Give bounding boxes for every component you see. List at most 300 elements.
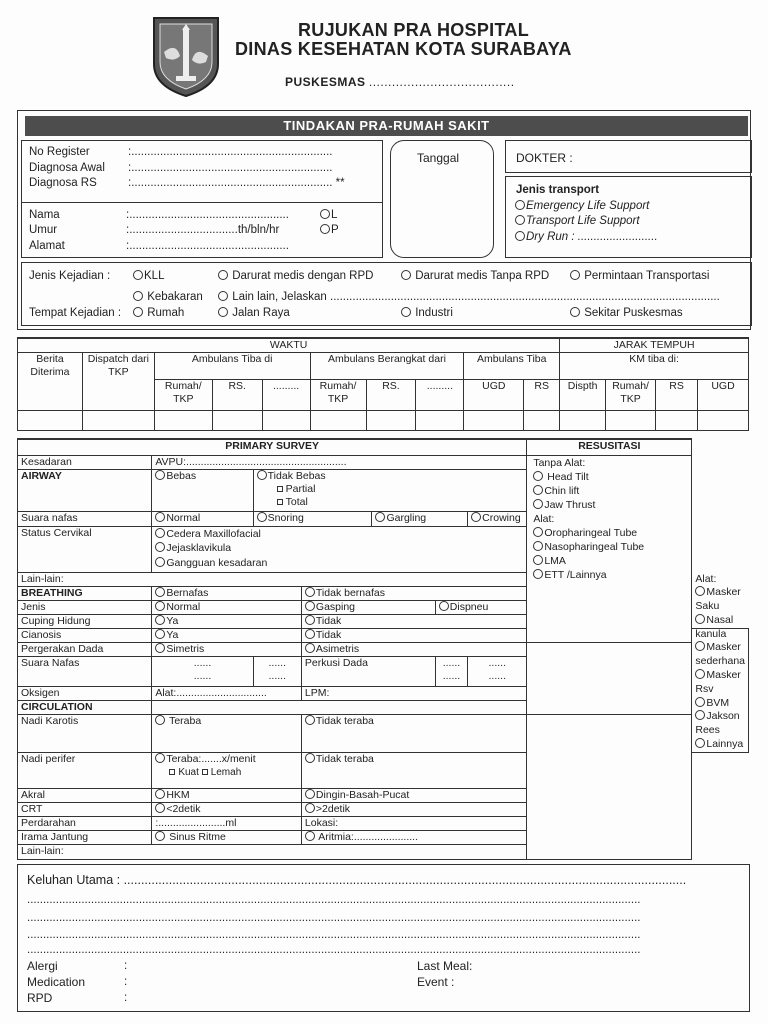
puskesmas-field [285,75,515,89]
ett-label: ETT /Lainnya [544,568,607,581]
suara-nafas-left[interactable] [152,656,253,686]
primary-survey-header: PRIMARY SURVEY [18,439,527,455]
kuat-label: Kuat [178,766,199,778]
pergerakan-dada-label: Pergerakan Dada [18,642,152,656]
entry-cell[interactable] [82,411,154,431]
rpd-label: RPD [27,991,53,1005]
no-register-label: No Register [29,146,90,158]
oksigen-alat-field[interactable]: Alat:............................... [152,686,302,700]
entry-cell[interactable] [606,411,656,431]
ambulans-berangkat-header: Ambulans Berangkat dari [310,353,464,380]
resusitasi-circulation-cell [527,714,692,859]
jakson-rees-label: Jakson Rees [695,710,740,737]
alergi-colon[interactable]: : [124,960,128,972]
last-meal-label[interactable]: Last Meal: [417,959,473,973]
cedera-option[interactable] [155,527,523,542]
dry-run-radio[interactable] [515,230,658,244]
rumah-tkp-col-1: Rumah/ TKP [154,380,212,411]
tidak-bebas-label: Tidak Bebas [267,469,326,482]
oro-tube-option[interactable] [533,526,688,540]
entry-cell[interactable] [464,411,524,431]
keluhan-line-3[interactable]: ................................................................................................................................................................................................ [27,912,641,924]
cianosis-ya-option[interactable] [152,628,302,642]
status-cervikal-label: Status Cervikal [18,526,152,572]
tidak-bebas-cell [253,469,527,511]
checkbox-icon [277,499,283,505]
crt-lt2-label: <2detik [166,802,201,815]
radio-circle-icon [515,215,525,225]
darurat-tanpa-label: Darurat medis Tanpa RPD [415,270,550,282]
dots: ...... [193,656,212,669]
lemah-option[interactable] [202,767,242,778]
waktu-table [17,337,749,431]
asimetris-label: Asimetris [315,642,360,655]
crt-gt2-label: >2detik [315,802,351,815]
oro-tube-label: Oropharingeal Tube [544,526,638,539]
suara-nafas-right[interactable] [253,656,301,686]
normal-option[interactable] [152,511,253,526]
radio-circle-icon [155,803,165,813]
jaw-thrust-option[interactable] [533,498,688,512]
dots-col-2: ......... [416,380,464,411]
rumah-tkp-col-3: Rumah/ TKP [606,380,656,411]
cuping-ya-label: Ya [166,614,179,627]
gangguan-option[interactable] [155,556,523,571]
darurat-tanpa-radio[interactable] [401,269,549,283]
umur-field[interactable]: :..................................th/bln/hr [126,224,280,236]
radio-circle-icon [320,224,330,234]
jejas-option[interactable] [155,541,523,556]
alamat-field[interactable]: :.................................................. [126,240,289,252]
entry-cell[interactable] [212,411,262,431]
kebakaran-label: Kebakaran [147,291,203,303]
radio-circle-icon [401,270,411,280]
cedera-label: Cedera Maxillofacial [166,527,261,540]
lain-lain-circulation[interactable]: Lain-lain: [18,844,527,859]
rumah-radio[interactable] [133,306,184,320]
gangguan-label: Gangguan kesadaran [166,556,268,569]
bebas-label: Bebas [166,469,197,482]
teraba-x-label: Teraba:.......x/menit [166,752,256,765]
total-label: Total [285,495,308,508]
resusitasi-header: RESUSITASI [527,439,692,455]
dots: ...... [268,669,287,682]
partial-label: Partial [285,482,316,495]
radio-circle-icon [133,307,143,317]
radio-circle-icon [320,209,330,219]
masker-saku-option[interactable] [695,586,745,614]
radio-circle-icon [695,669,705,679]
lain-lain-radio[interactable] [218,290,723,304]
bebas-option[interactable] [152,469,253,511]
radio-circle-icon [155,715,165,725]
ugd-col-1: UGD [464,380,524,411]
dots: ...... [442,656,461,669]
jenis-kejadian-label: Jenis Kejadian : [29,270,111,282]
gender-p-radio[interactable] [320,223,339,237]
checkbox-icon [169,769,175,775]
teraba-option[interactable] [152,714,302,752]
industri-label: Industri [415,307,453,319]
masker-rsv-option[interactable] [695,669,745,697]
partial-option[interactable] [257,483,524,496]
snoring-label: Snoring [267,511,304,524]
simetris-label: Simetris [166,642,205,655]
cuping-hidung-label: Cuping Hidung [18,614,152,628]
hkm-option[interactable] [152,788,302,802]
perkusi-right[interactable] [468,656,527,686]
aritmia-option[interactable] [301,830,526,844]
radio-circle-icon [570,307,580,317]
radio-circle-icon [155,643,165,653]
masker-saku-label: Masker Saku [695,586,741,613]
dispatch-header: Dispatch dari TKP [82,353,154,411]
rs-col-1: RS. [212,380,262,411]
circulation-blank [152,700,527,714]
transport-life-support-label: Transport Life Support [526,215,640,227]
kebakaran-radio[interactable] [133,290,203,304]
cuping-ya-option[interactable] [152,614,302,628]
darurat-rpd-radio[interactable] [218,269,373,283]
teraba-x-option[interactable] [155,753,298,766]
radio-circle-icon [133,291,143,301]
radio-circle-icon [533,499,543,509]
simetris-option[interactable] [152,642,302,656]
radio-circle-icon [695,641,705,651]
radio-circle-icon [155,470,165,480]
masker-sederhana-option[interactable] [695,641,745,669]
perdarahan-label: Perdarahan [18,816,152,830]
dots: ...... [488,656,506,669]
radio-circle-icon [218,307,228,317]
dry-run-label: Dry Run : ......................... [526,231,658,243]
gender-l-radio[interactable] [320,208,337,222]
jenis-label: Jenis [18,600,152,614]
jarak-header: JARAK TEMPUH [560,338,749,353]
kesadaran-label: Kesadaran [18,455,152,469]
normal-breathing-option[interactable] [152,600,302,614]
section-banner: TINDAKAN PRA-RUMAH SAKIT [25,116,748,136]
radio-circle-icon [471,512,481,522]
tidak-teraba-label: Tidak teraba [315,714,374,727]
radio-circle-icon [305,715,315,725]
circulation-label: CIRCULATION [18,700,152,714]
emergency-life-support-radio[interactable] [515,199,649,213]
radio-circle-icon [695,586,705,596]
snoring-option[interactable] [253,511,372,526]
puskesmas-dots[interactable]: ...................................... [368,75,515,89]
radio-circle-icon [533,527,543,537]
gargling-option[interactable] [372,511,468,526]
dots-col-1: ......... [262,380,310,411]
chin-lift-option[interactable] [533,484,688,498]
entry-cell[interactable] [697,411,748,431]
gasping-label: Gasping [315,600,356,613]
entry-cell[interactable] [560,411,606,431]
radio-circle-icon [155,601,165,611]
perdarahan-field[interactable]: :.......................ml [152,816,302,830]
radio-circle-icon [695,710,705,720]
radio-circle-icon [533,485,543,495]
puskesmas-label: PUSKESMAS [285,75,366,89]
emergency-life-support-label: Emergency Life Support [526,200,650,212]
suara-nafas2-label: Suara Nafas [18,656,152,686]
gasping-option[interactable] [301,600,435,614]
naso-tube-option[interactable] [533,540,688,554]
keluhan-line-4[interactable]: ................................................................................................................................................................................................ [27,929,641,941]
checkbox-icon [202,769,208,775]
breathing-label: BREATHING [18,586,152,600]
head-tilt-option[interactable] [533,470,688,484]
status-cervikal-cell [152,526,527,572]
radio-circle-icon [155,528,165,538]
lemah-label: Lemah [210,766,242,778]
crowing-label: Crowing [482,511,521,524]
rumah-label: Rumah [147,307,185,319]
lma-label: LMA [544,554,566,567]
tidak-bebas-option[interactable] [257,470,524,483]
rumah-tkp-col-2: Rumah/ TKP [310,380,366,411]
alergi-label: Alergi [27,959,58,973]
lma-option[interactable] [533,554,688,568]
tidak-bernafas-label: Tidak bernafas [315,586,385,599]
radio-circle-icon [155,587,165,597]
radio-circle-icon [695,614,705,624]
dispth-col: Dispth [560,380,606,411]
cianosis-ya-label: Ya [166,628,179,641]
dots: ...... [442,669,461,682]
nadi-perifer-label: Nadi perifer [18,752,152,788]
transport-life-support-radio[interactable] [515,214,640,228]
darurat-rpd-label: Darurat medis dengan RPD [232,270,374,282]
radio-circle-icon [305,615,315,625]
kuat-option[interactable] [169,767,199,778]
radio-circle-icon [305,629,315,639]
transport-title: Jenis transport [516,184,600,196]
waktu-header: WAKTU [18,338,560,353]
no-register-field[interactable]: :............................................................... [128,146,333,158]
keluhan-line-5[interactable]: ................................................................................................................................................................................................ [27,944,641,956]
dispneu-label: Dispneu [449,600,489,613]
jaw-thrust-label: Jaw Thrust [544,498,596,511]
nama-label: Nama [29,209,60,221]
lain-lain-label: Lain lain, Jelaskan .......................................................................................................................... [232,291,720,303]
title-line-2: DINAS KESEHATAN KOTA SURABAYA [235,39,572,59]
nasal-kanula-option[interactable] [695,614,745,642]
dots: ...... [193,669,212,682]
avpu-field[interactable]: AVPU:....................................................... [152,455,527,469]
tidak-teraba-perifer-label: Tidak teraba [315,752,374,765]
berita-diterima-header: Berita Diterima [18,353,83,411]
diagnosa-rs-field[interactable]: :............................................................... ** [128,177,345,189]
tidak-bernafas-option[interactable] [301,586,526,600]
lainnya-label: Lainnya [706,738,744,751]
dispneu-option[interactable] [435,600,527,614]
entry-cell[interactable] [524,411,560,431]
dokter-label: DOKTER : [516,151,573,165]
entry-cell[interactable] [656,411,698,431]
ett-option[interactable] [533,568,688,582]
crt-lt2-option[interactable] [152,802,302,816]
crt-gt2-option[interactable] [301,802,526,816]
radio-circle-icon [533,541,543,551]
radio-circle-icon [305,601,315,611]
nama-field[interactable]: :.................................................. [126,209,289,221]
radio-circle-icon [375,512,385,522]
radio-circle-icon [305,587,315,597]
industri-radio[interactable] [401,306,453,320]
entry-cell[interactable] [416,411,464,431]
bvm-label: BVM [706,696,730,709]
cianosis-tidak-option[interactable] [301,628,526,642]
total-option[interactable] [257,496,524,509]
hkm-label: HKM [166,788,190,801]
tanpa-alat-label: Tanpa Alat: [533,456,586,469]
event-label[interactable]: Event : [417,975,455,989]
medication-colon[interactable]: : [124,976,128,988]
title-line-1: RUJUKAN PRA HOSPITAL [298,20,530,40]
entry-cell[interactable] [18,411,83,431]
rpd-colon[interactable]: : [124,992,128,1004]
sinus-option[interactable] [152,830,302,844]
cuping-tidak-label: Tidak [315,614,342,627]
medication-label: Medication [27,975,86,989]
radio-circle-icon [305,803,315,813]
jakson-rees-option[interactable] [695,710,745,738]
cianosis-tidak-label: Tidak [315,628,342,641]
aritmia-label: Aritmia:...................... [318,830,419,843]
entry-cell[interactable] [154,411,212,431]
asimetris-option[interactable] [301,642,526,656]
ugd-col-2: UGD [697,380,748,411]
diagnosa-rs-label: Diagnosa RS [29,177,97,189]
rs-col-4: RS [656,380,698,411]
permintaan-radio[interactable] [570,269,710,283]
rs-col-3: RS [524,380,560,411]
radio-circle-icon [695,697,705,707]
bvm-option[interactable] [695,697,745,711]
checkbox-icon [277,486,283,492]
radio-circle-icon [155,831,165,841]
radio-circle-icon [695,738,705,748]
naso-tube-label: Nasopharingeal Tube [544,540,645,553]
radio-circle-icon [305,643,315,653]
tanggal-label: Tanggal [417,151,460,165]
normal-label: Normal [166,511,201,524]
radio-circle-icon [155,512,165,522]
radio-circle-icon [218,291,228,301]
nasal-kanula-label: Nasal kanula [695,613,734,640]
airway-label: AIRWAY [18,469,152,511]
jalan-raya-radio[interactable] [218,306,290,320]
nadi-perifer-cell [152,752,302,788]
primary-survey-table [17,438,749,860]
cuping-tidak-option[interactable] [301,614,526,628]
gender-p-label: P [331,224,339,236]
bernafas-option[interactable] [152,586,302,600]
radio-circle-icon [533,569,543,579]
kll-label: KLL [144,270,165,282]
normal-breathing-label: Normal [166,600,201,613]
keluhan-utama-field[interactable]: Keluhan Utama : .................................................................................................................................................................. [27,873,687,887]
perkusi-dada-label: Perkusi Dada [301,656,435,686]
rs-col-2: RS. [366,380,416,411]
crowing-option[interactable] [468,511,527,526]
ambulans-tiba-di-header: Ambulans Tiba di [154,353,310,380]
entry-cell[interactable] [366,411,416,431]
lokasi-field[interactable]: Lokasi: [301,816,526,830]
entry-cell[interactable] [262,411,310,431]
radio-circle-icon [305,789,315,799]
sinus-label: Sinus Ritme [169,830,226,843]
perkusi-left[interactable] [435,656,467,686]
head-tilt-label: Head Tilt [547,470,589,483]
irama-jantung-label: Irama Jantung [18,830,152,844]
radio-circle-icon [570,270,580,280]
tidak-teraba-perifer-option[interactable] [301,752,526,788]
kll-radio[interactable] [133,269,164,283]
radio-circle-icon [515,200,525,210]
entry-cell[interactable] [310,411,366,431]
suara-nafas-label: Suara nafas [18,511,152,526]
radio-circle-icon [401,307,411,317]
radio-circle-icon [155,615,165,625]
radio-circle-icon [533,471,543,481]
resusitasi-breathing-cell [692,572,749,752]
lain-lain-airway[interactable]: Lain-lain: [18,572,527,586]
alat-label: Alat: [533,512,555,525]
gargling-label: Gargling [386,511,427,524]
cianosis-label: Cianosis [18,628,152,642]
diagnosa-awal-field[interactable]: :............................................................... [128,162,333,174]
nadi-karotis-label: Nadi Karotis [18,714,152,752]
lpm-field[interactable]: LPM: [301,686,526,700]
tempat-kejadian-label: Tempat Kejadian : [29,307,122,319]
dingin-label: Dingin-Basah-Pucat [315,788,410,801]
akral-label: Akral [18,788,152,802]
lainnya-option[interactable] [695,738,745,752]
surabaya-crest-logo [150,12,222,98]
diagnosa-awal-label: Diagnosa Awal [29,162,105,174]
crt-label: CRT [18,802,152,816]
oksigen-label: Oksigen [18,686,152,700]
radio-circle-icon [155,753,165,763]
radio-circle-icon [218,270,228,280]
chin-lift-label: Chin lift [544,484,580,497]
radio-circle-icon [439,601,449,611]
masker-sederhana-label: Masker sederhana [695,641,745,668]
km-tiba-header: KM tiba di: [560,353,749,380]
tidak-teraba-option[interactable] [301,714,526,752]
radio-circle-icon [515,231,525,241]
keluhan-line-2[interactable]: ................................................................................................................................................................................................ [27,894,641,906]
sekitar-radio[interactable] [570,306,683,320]
radio-circle-icon [305,753,315,763]
umur-label: Umur [29,224,58,236]
sekitar-label: Sekitar Puskesmas [584,307,683,319]
radio-circle-icon [533,555,543,565]
resusitasi-airway-cell [527,455,692,642]
radio-circle-icon [305,831,315,841]
radio-circle-icon [257,470,267,480]
dots: ...... [488,669,506,682]
jalan-raya-label: Jalan Raya [232,307,290,319]
radio-circle-icon [257,512,267,522]
gender-l-label: L [331,209,338,221]
dingin-option[interactable] [301,788,526,802]
radio-circle-icon [155,557,165,567]
alat-breathing-label: Alat: [695,572,717,585]
